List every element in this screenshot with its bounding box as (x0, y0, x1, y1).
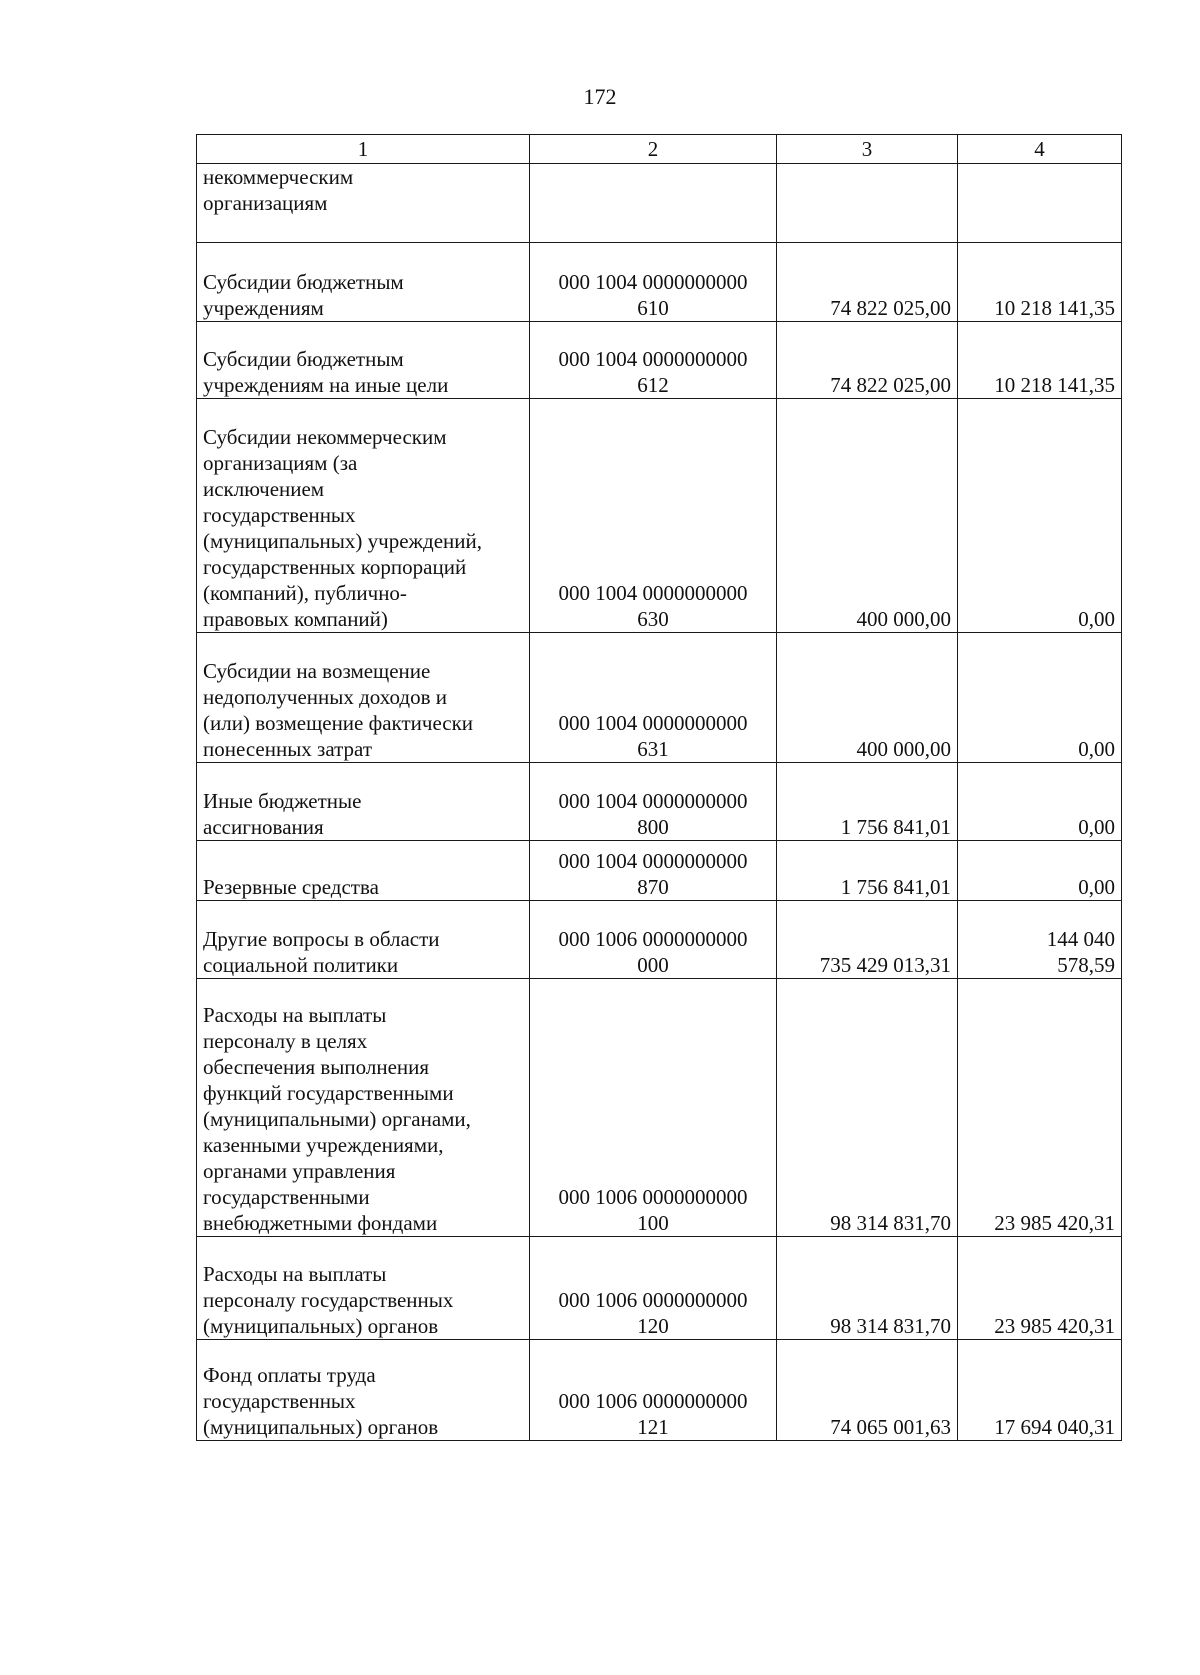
row-name-cell (197, 841, 530, 901)
row-code-cell-line: 000 1006 0000000000 (558, 1185, 748, 1209)
row-code-cell (530, 979, 777, 1237)
row-code-cell-line: 000 (637, 953, 669, 977)
row-name-cell (197, 1340, 530, 1441)
row-code-cell (530, 841, 777, 901)
row-code-cell-line: 630 (637, 607, 669, 631)
table-row (197, 1237, 1122, 1340)
row-name-cell (197, 243, 530, 322)
row-name-cell (197, 633, 530, 763)
row-name-cell-line: Субсидии бюджетным (203, 347, 404, 371)
row-name-cell (197, 399, 530, 633)
row-value-col3: 400 000,00 (777, 633, 958, 763)
row-code-cell (530, 901, 777, 979)
row-name-cell-line: Резервные средства (203, 875, 379, 899)
row-code-cell-line: 631 (637, 737, 669, 761)
row-value-col4 (958, 399, 1122, 633)
row-value-col4 (958, 1237, 1122, 1340)
row-code-cell-line: 100 (637, 1211, 669, 1235)
row-code-cell-line: 870 (637, 875, 669, 899)
row-name-cell-line: Расходы на выплаты (203, 1262, 387, 1286)
row-value-col4-line: 17 694 040,31 (994, 1415, 1115, 1439)
row-name-cell-line: обеспечения выполнения (203, 1055, 430, 1079)
row-code-cell-line: 000 1004 0000000000 (558, 270, 748, 294)
row-value-col3: 98 314 831,70 (777, 979, 958, 1237)
row-value-col3: 74 065 001,63 (777, 1340, 958, 1441)
row-name-cell-line: недополученных доходов и (203, 685, 447, 709)
row-name-cell-line: понесенных затрат (203, 737, 373, 761)
row-name-cell-line: Расходы на выплаты (203, 1003, 387, 1027)
row-value-col4-line: 144 040 (1046, 927, 1115, 951)
row-code-cell-line: 610 (637, 296, 669, 320)
row-code-cell (530, 763, 777, 841)
row-value-col3: 1 756 841,01 (777, 841, 958, 901)
row-value-col4-line: 10 218 141,35 (994, 373, 1115, 397)
column-header: 2 (530, 135, 777, 164)
table-row (197, 164, 1122, 243)
table-row (197, 399, 1122, 633)
row-name-cell-line: государственных корпораций (203, 555, 467, 579)
row-value-col3 (777, 164, 958, 243)
row-value-col4-line: 0,00 (1078, 875, 1115, 899)
row-value-col3: 74 822 025,00 (777, 322, 958, 399)
row-name-cell-line: внебюджетными фондами (203, 1211, 438, 1235)
column-header: 3 (777, 135, 958, 164)
row-name-cell (197, 901, 530, 979)
table-row (197, 633, 1122, 763)
row-code-cell-line: 000 1004 0000000000 (558, 347, 748, 371)
row-name-cell (197, 763, 530, 841)
table-body (197, 164, 1122, 1441)
row-value-col4 (958, 633, 1122, 763)
row-code-cell-line: 800 (637, 815, 669, 839)
row-value-col4-line: 23 985 420,31 (994, 1314, 1115, 1338)
row-name-cell-line: персоналу государственных (203, 1288, 454, 1312)
row-name-cell-line: Субсидии некоммерческим (203, 425, 447, 449)
row-value-col4 (958, 1340, 1122, 1441)
row-code-cell-line: 120 (637, 1314, 669, 1338)
row-name-cell-line: учреждениям на иные цели (203, 373, 449, 397)
row-value-col4-line: 0,00 (1078, 607, 1115, 631)
row-code-cell (530, 1237, 777, 1340)
row-name-cell-line: Субсидии на возмещение (203, 659, 431, 683)
row-name-cell-line: (или) возмещение фактически (203, 711, 474, 735)
row-name-cell-line: государственных (203, 503, 356, 527)
column-header: 4 (958, 135, 1122, 164)
row-value-col3: 400 000,00 (777, 399, 958, 633)
row-code-cell (530, 164, 777, 243)
row-name-cell-line: организациям (203, 191, 328, 215)
row-name-cell-line: (компаний), публично- (203, 581, 407, 605)
row-name-cell-line: функций государственными (203, 1081, 454, 1105)
table-row (197, 763, 1122, 841)
row-value-col4 (958, 164, 1122, 243)
row-name-cell-line: (муниципальными) органами, (203, 1107, 471, 1131)
table-row (197, 841, 1122, 901)
row-code-cell-line: 612 (637, 373, 669, 397)
row-value-col4 (958, 763, 1122, 841)
row-code-cell (530, 399, 777, 633)
column-header: 1 (197, 135, 530, 164)
row-value-col4-line: 0,00 (1078, 737, 1115, 761)
row-name-cell-line: (муниципальных) учреждений, (203, 529, 482, 553)
row-value-col4 (958, 901, 1122, 979)
row-name-cell-line: исключением (203, 477, 325, 501)
row-name-cell-line: социальной политики (203, 953, 399, 977)
row-code-cell-line: 000 1006 0000000000 (558, 1288, 748, 1312)
row-code-cell-line: 000 1004 0000000000 (558, 711, 748, 735)
table-row (197, 1340, 1122, 1441)
row-code-cell (530, 633, 777, 763)
budget-table (196, 134, 1122, 1441)
row-name-cell-line: Субсидии бюджетным (203, 270, 404, 294)
page-number: 172 (583, 84, 617, 109)
row-code-cell-line: 121 (637, 1415, 669, 1439)
row-name-cell-line: (муниципальных) органов (203, 1314, 439, 1338)
table-row (197, 901, 1122, 979)
row-value-col3: 74 822 025,00 (777, 243, 958, 322)
row-value-col4-line: 10 218 141,35 (994, 296, 1115, 320)
row-value-col4 (958, 979, 1122, 1237)
row-code-cell-line: 000 1004 0000000000 (558, 849, 748, 873)
row-name-cell (197, 164, 530, 243)
row-code-cell (530, 1340, 777, 1441)
row-value-col4 (958, 841, 1122, 901)
table-row (197, 322, 1122, 399)
row-name-cell-line: государственных (203, 1389, 356, 1413)
row-name-cell-line: персоналу в целях (203, 1029, 368, 1053)
row-value-col4-line: 0,00 (1078, 815, 1115, 839)
row-code-cell (530, 322, 777, 399)
row-name-cell-line: казенными учреждениями, (203, 1133, 444, 1157)
row-name-cell-line: правовых компаний) (203, 607, 388, 631)
row-value-col4 (958, 243, 1122, 322)
row-name-cell (197, 1237, 530, 1340)
table-header-row (197, 135, 1122, 164)
row-value-col3: 735 429 013,31 (777, 901, 958, 979)
row-name-cell (197, 322, 530, 399)
row-name-cell-line: государственными (203, 1185, 370, 1209)
row-name-cell-line: Иные бюджетные (203, 789, 362, 813)
row-name-cell-line: ассигнования (203, 815, 324, 839)
row-value-col4 (958, 322, 1122, 399)
row-code-cell-line: 000 1006 0000000000 (558, 927, 748, 951)
row-code-cell-line: 000 1004 0000000000 (558, 581, 748, 605)
row-value-col3: 98 314 831,70 (777, 1237, 958, 1340)
row-name-cell-line: некоммерческим (203, 165, 354, 189)
row-value-col4-line: 578,59 (1057, 953, 1115, 977)
row-code-cell-line: 000 1004 0000000000 (558, 789, 748, 813)
table-row (197, 979, 1122, 1237)
row-name-cell (197, 979, 530, 1237)
table-row (197, 243, 1122, 322)
row-code-cell-line: 000 1006 0000000000 (558, 1389, 748, 1413)
row-name-cell-line: организациям (за (203, 451, 358, 475)
row-name-cell-line: учреждениям (203, 296, 324, 320)
row-name-cell-line: Другие вопросы в области (203, 927, 440, 951)
row-name-cell-line: Фонд оплаты труда (203, 1363, 376, 1387)
row-name-cell-line: органами управления (203, 1159, 396, 1183)
row-value-col4-line: 23 985 420,31 (994, 1211, 1115, 1235)
row-code-cell (530, 243, 777, 322)
row-value-col3: 1 756 841,01 (777, 763, 958, 841)
row-name-cell-line: (муниципальных) органов (203, 1415, 439, 1439)
